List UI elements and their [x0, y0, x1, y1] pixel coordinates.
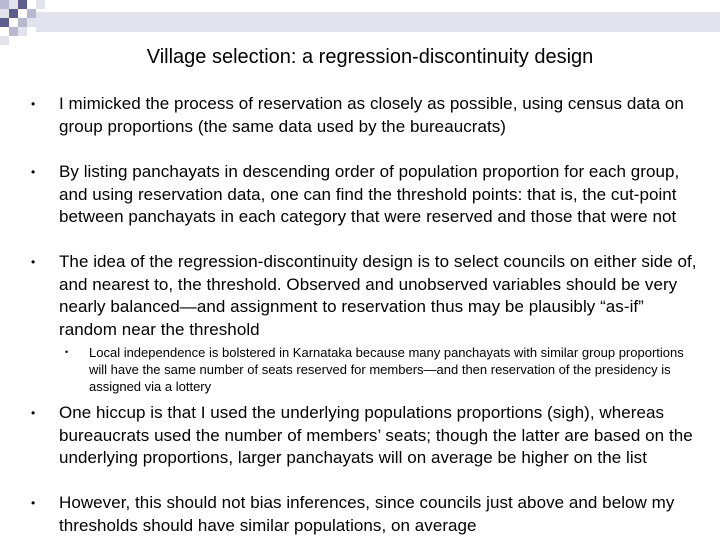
decorative-header-squares — [0, 0, 720, 48]
bullet-text: The idea of the regression-discontinuity design is to select councils on either side of, and nearest to, the threshold. Observed and unobserved variables should be very nearly balanced—and assignment to reservation thus may be plausibly “as-if” random near the threshold — [59, 252, 697, 339]
bullet-marker: • — [31, 496, 36, 510]
bullet-text: However, this should not bias inferences, since councils just above and below my thresholds should have similar populations, on average — [59, 493, 675, 535]
sub-bullet-text: Local independence is bolstered in Karnataka because many panchayats with similar group proportions will have the same number of seats reserved for members—and then reservation of the presidency is assigned via a lottery — [89, 345, 684, 394]
slide-title: Village selection: a regression-discontinuity design — [146, 46, 594, 68]
bullet-marker: • — [31, 406, 36, 420]
bullet-text: By listing panchayats in descending order of population proportion for each group, and using reservation data, one can find the threshold points: that is, the cut-point between panchayats in each category that were reserved and those that were not — [59, 162, 680, 226]
bullet-marker: • — [31, 97, 36, 111]
bullet-text: One hiccup is that I used the underlying populations proportions (sigh), whereas bureaucrats used the number of members’ seats; though the latter are based on the underlying proportions, larger panchayats will on average be higher on the list — [59, 403, 693, 467]
bullet-marker: • — [31, 165, 36, 179]
bullet-text: I mimicked the process of reservation as closely as possible, using census data on group proportions (the same data used by the bureaucrats) — [59, 94, 684, 136]
sub-bullet-marker: • — [65, 347, 69, 357]
bullet-marker: • — [31, 255, 36, 269]
